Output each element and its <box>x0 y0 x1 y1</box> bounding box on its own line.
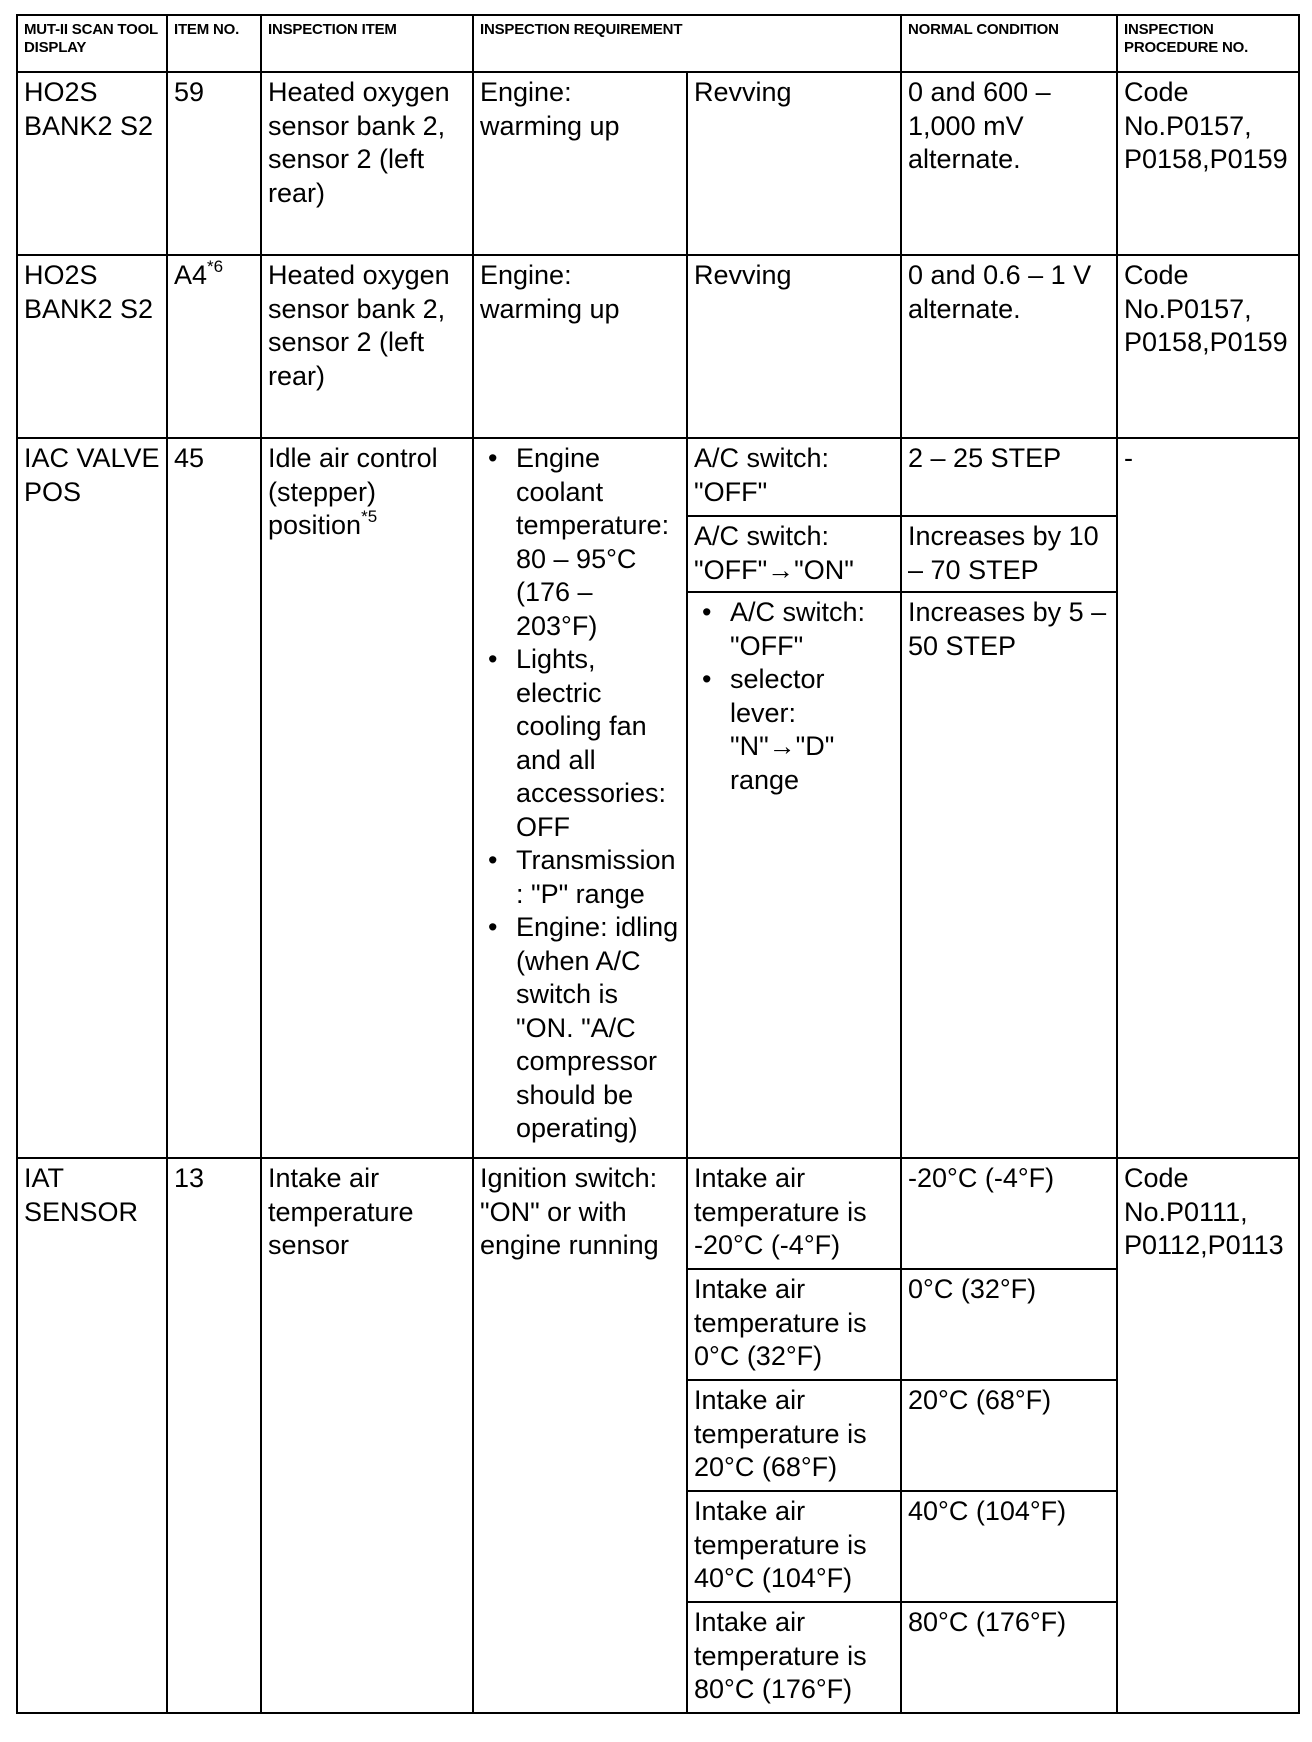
cell-procedure-no: Code No.P0157, P0158,P0159 <box>1117 72 1299 255</box>
cell-normal-condition: 0 and 600 – 1,000 mV alternate. <box>901 72 1117 255</box>
cell-item-no: 13 <box>167 1158 261 1713</box>
table-row <box>17 72 1299 255</box>
item-no-footnote: *6 <box>207 257 224 276</box>
cell-condition: Intake air temperature is -20°C (-4°F) <box>687 1158 901 1269</box>
header-display: MUT-II SCAN TOOL DISPLAY <box>17 15 167 72</box>
cell-condition: A/C switch: "OFF" <box>687 438 901 516</box>
cell-normal-condition: 20°C (68°F) <box>901 1380 1117 1491</box>
cell-display: HO2S BANK2 S2 <box>17 72 167 255</box>
cell-condition: Intake air temperature is 80°C (176°F) <box>687 1602 901 1713</box>
cell-condition: Revving <box>687 72 901 255</box>
cell-procedure-no: Code No.P0111, P0112,P0113 <box>1117 1158 1299 1713</box>
list-item: • Engine: idling (when A/C switch is "ON. "A/C compressor should be operating) <box>516 911 680 1146</box>
header-row <box>17 15 1299 72</box>
table-row <box>17 438 1299 516</box>
table-row <box>17 1158 1299 1269</box>
requirement-list <box>480 442 680 1146</box>
header-inspection-item: INSPECTION ITEM <box>261 15 473 72</box>
inspection-table <box>16 14 1300 1714</box>
cell-display: IAC VALVE POS <box>17 438 167 1158</box>
header-procedure-no: INSPECTION PROCEDURE NO. <box>1117 15 1299 72</box>
cell-display: IAT SENSOR <box>17 1158 167 1713</box>
cell-condition: Revving <box>687 255 901 438</box>
list-item: • Engine coolant temperature: 80 – 95°C (176 – 203°F) <box>516 442 680 643</box>
cell-normal-condition: 0°C (32°F) <box>901 1269 1117 1380</box>
cell-normal-condition: -20°C (-4°F) <box>901 1158 1117 1269</box>
cell-item-no: 59 <box>167 72 261 255</box>
cell-inspection-item: Intake air temperature sensor <box>261 1158 473 1713</box>
cell-inspection-item: Heated oxygen sensor bank 2, sensor 2 (left rear) <box>261 72 473 255</box>
condition-list <box>694 596 894 797</box>
header-item-no: ITEM NO. <box>167 15 261 72</box>
cell-requirement: Engine: warming up <box>473 72 687 255</box>
cell-item-no <box>167 255 261 438</box>
inspection-item-text: Idle air control (stepper) position <box>268 443 438 540</box>
cell-normal-condition: Increases by 10 – 70 STEP <box>901 516 1117 592</box>
cell-condition: Intake air temperature is 20°C (68°F) <box>687 1380 901 1491</box>
cell-normal-condition: 0 and 0.6 – 1 V alternate. <box>901 255 1117 438</box>
header-inspection-requirement: INSPECTION REQUIREMENT <box>473 15 901 72</box>
inspection-item-footnote: *5 <box>361 507 378 526</box>
cell-condition <box>687 592 901 1158</box>
item-no-value: A4 <box>174 260 208 290</box>
cell-normal-condition: 80°C (176°F) <box>901 1602 1117 1713</box>
cell-procedure-no: - <box>1117 438 1299 1158</box>
cell-procedure-no: Code No.P0157, P0158,P0159 <box>1117 255 1299 438</box>
cell-display: HO2S BANK2 S2 <box>17 255 167 438</box>
header-normal-condition: NORMAL CONDITION <box>901 15 1117 72</box>
cell-condition: Intake air temperature is 40°C (104°F) <box>687 1491 901 1602</box>
cell-item-no: 45 <box>167 438 261 1158</box>
list-item: • Transmission: "P" range <box>516 844 680 911</box>
cell-requirement: Engine: warming up <box>473 255 687 438</box>
cell-requirement <box>473 438 687 1158</box>
cell-inspection-item <box>261 438 473 1158</box>
table-row <box>17 255 1299 438</box>
cell-inspection-item: Heated oxygen sensor bank 2, sensor 2 (left rear) <box>261 255 473 438</box>
cell-condition: A/C switch: "OFF"→"ON" <box>687 516 901 592</box>
cell-normal-condition: 40°C (104°F) <box>901 1491 1117 1602</box>
cell-requirement: Ignition switch: "ON" or with engine running <box>473 1158 687 1713</box>
cell-normal-condition: Increases by 5 – 50 STEP <box>901 592 1117 1158</box>
list-item: • A/C switch: "OFF" <box>730 596 894 663</box>
cell-normal-condition: 2 – 25 STEP <box>901 438 1117 516</box>
list-item: • Lights, electric cooling fan and all accessories: OFF <box>516 643 680 844</box>
cell-condition: Intake air temperature is 0°C (32°F) <box>687 1269 901 1380</box>
list-item: • selector lever: "N"→"D" range <box>730 663 894 797</box>
